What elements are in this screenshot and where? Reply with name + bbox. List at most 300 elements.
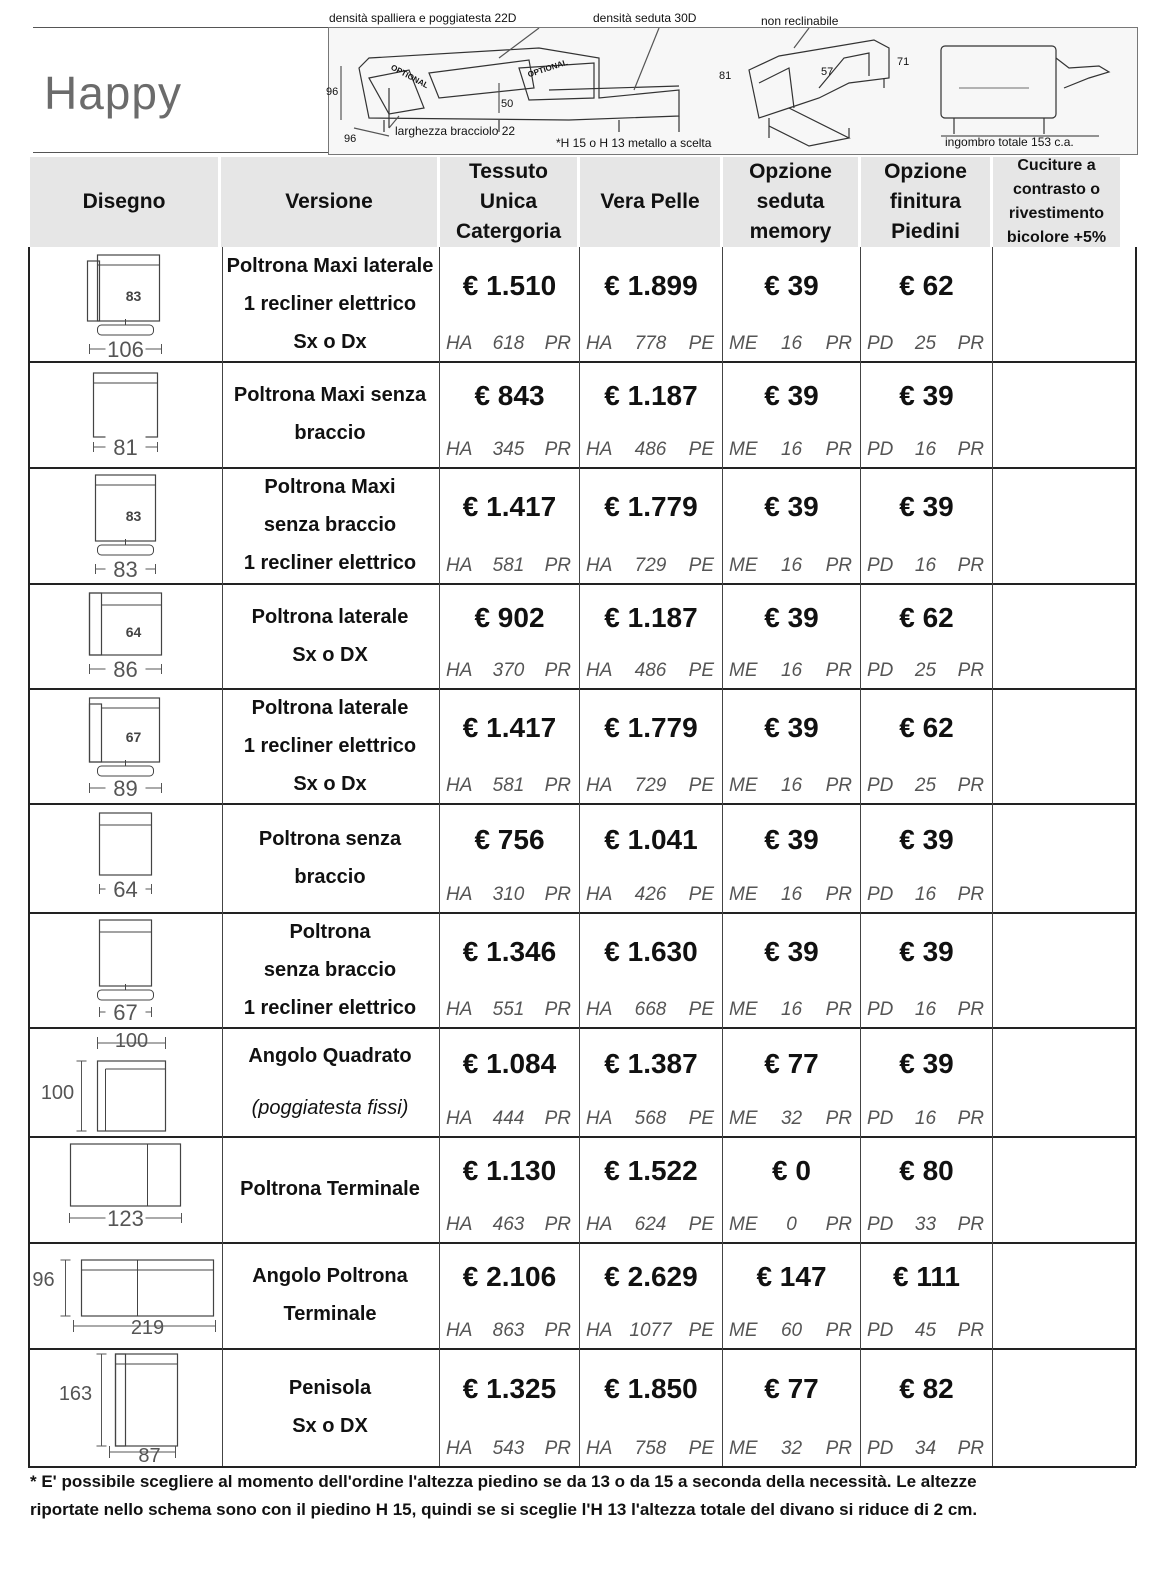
price-codes bbox=[729, 1214, 852, 1236]
version-cell bbox=[221, 583, 440, 688]
version-line: Angolo Quadrato bbox=[248, 1044, 412, 1067]
leather-price-cell bbox=[580, 688, 723, 803]
schema-dim-57: 57 bbox=[821, 66, 834, 78]
feet-price-cell bbox=[861, 688, 993, 803]
price-codes bbox=[586, 1214, 714, 1236]
col-header-fabric: Tessuto Unica Catergoria bbox=[440, 157, 577, 247]
version-line: Poltrona Maxi bbox=[264, 476, 396, 498]
code-suffix: PE bbox=[688, 1438, 714, 1459]
code-prefix: HA bbox=[446, 1438, 473, 1459]
code-suffix: PE bbox=[688, 333, 714, 354]
fabric-price-cell bbox=[440, 1348, 580, 1466]
price-codes bbox=[729, 1108, 852, 1130]
code-suffix: PE bbox=[688, 884, 714, 905]
code-prefix: ME bbox=[729, 660, 758, 681]
price-codes bbox=[729, 555, 852, 577]
code-suffix: PR bbox=[957, 333, 984, 354]
drawing-cell bbox=[28, 1136, 223, 1242]
module-diagram bbox=[30, 247, 221, 359]
price-value: € 1.346 bbox=[462, 936, 557, 967]
code-suffix: PR bbox=[544, 1320, 571, 1341]
price-value: € 1.522 bbox=[604, 1155, 698, 1186]
code-points: 0 bbox=[786, 1214, 797, 1235]
price-codes bbox=[867, 1108, 984, 1130]
width-label: 89 bbox=[113, 776, 138, 801]
feet-price-cell bbox=[861, 583, 993, 688]
width-label: 106 bbox=[107, 337, 144, 359]
schema-label-non-reclining: non reclinabile bbox=[761, 14, 839, 28]
code-prefix: HA bbox=[446, 555, 473, 576]
code-points: 45 bbox=[914, 1320, 937, 1341]
code-points: 25 bbox=[914, 333, 937, 354]
leather-price-cell bbox=[580, 583, 723, 688]
code-prefix: ME bbox=[729, 1320, 758, 1341]
height-label: 163 bbox=[58, 1383, 93, 1405]
price-value: € 1.510 bbox=[462, 270, 557, 301]
code-points: 32 bbox=[780, 1108, 803, 1129]
price-codes bbox=[586, 660, 714, 682]
code-prefix: PD bbox=[867, 884, 894, 905]
price-value: € 756 bbox=[474, 824, 545, 855]
price-codes bbox=[729, 1320, 852, 1342]
code-points: 568 bbox=[634, 1108, 667, 1129]
version-line: Angolo Poltrona bbox=[252, 1265, 408, 1287]
code-prefix: PD bbox=[867, 555, 894, 576]
drawing-cell bbox=[28, 247, 223, 361]
code-points: 486 bbox=[634, 660, 667, 681]
code-points: 1077 bbox=[629, 1320, 672, 1341]
code-suffix: PR bbox=[825, 1214, 852, 1235]
schema-label-foot-note: *H 15 o H 13 metallo a scelta bbox=[556, 136, 712, 150]
stitching-cell bbox=[993, 361, 1137, 467]
code-points: 581 bbox=[492, 555, 525, 576]
price-value: € 1.325 bbox=[462, 1373, 557, 1404]
version-line: Sx o DX bbox=[292, 643, 368, 666]
table-row bbox=[28, 1136, 1136, 1244]
schema-label-armrest-width: larghezza bracciolo 22 bbox=[395, 124, 516, 138]
memory-price-cell bbox=[723, 361, 861, 467]
price-value: € 39 bbox=[764, 824, 819, 855]
price-value: € 1.041 bbox=[604, 824, 698, 855]
leather-price-cell bbox=[580, 1242, 723, 1348]
fabric-price-cell bbox=[440, 688, 580, 803]
version-line: senza braccio bbox=[263, 514, 397, 536]
code-prefix: PD bbox=[867, 1108, 894, 1129]
code-suffix: PR bbox=[544, 555, 571, 576]
stitching-cell bbox=[993, 583, 1137, 688]
code-suffix: PR bbox=[957, 660, 984, 681]
code-prefix: HA bbox=[586, 884, 613, 905]
code-prefix: HA bbox=[446, 999, 473, 1020]
code-points: 345 bbox=[492, 439, 525, 460]
price-codes bbox=[586, 555, 714, 577]
table-row bbox=[28, 1027, 1136, 1138]
table-row bbox=[28, 467, 1136, 585]
code-points: 16 bbox=[780, 999, 803, 1020]
price-value: € 2.629 bbox=[604, 1261, 698, 1292]
drawing-cell bbox=[28, 912, 223, 1027]
width-label: 123 bbox=[107, 1206, 144, 1231]
code-points: 16 bbox=[914, 1108, 937, 1129]
code-points: 16 bbox=[914, 999, 937, 1020]
price-codes bbox=[586, 1108, 714, 1130]
fabric-price-cell bbox=[440, 912, 580, 1027]
price-value: € 39 bbox=[899, 936, 954, 967]
price-codes bbox=[446, 1108, 571, 1130]
version-line: Sx o Dx bbox=[293, 772, 367, 795]
price-codes bbox=[586, 439, 714, 461]
price-codes bbox=[867, 1214, 984, 1236]
code-prefix: HA bbox=[586, 1214, 613, 1235]
code-suffix: PR bbox=[544, 775, 571, 796]
code-prefix: HA bbox=[586, 660, 613, 681]
version-line: Terminale bbox=[283, 1303, 377, 1325]
header-divider-top bbox=[33, 27, 328, 28]
version-cell bbox=[221, 1242, 440, 1348]
schema-dim-81: 81 bbox=[719, 70, 732, 82]
code-suffix: PR bbox=[544, 333, 571, 354]
code-prefix: ME bbox=[729, 439, 758, 460]
price-value: € 39 bbox=[764, 270, 819, 301]
price-value: € 39 bbox=[899, 380, 954, 411]
price-value: € 39 bbox=[764, 602, 819, 633]
code-prefix: HA bbox=[446, 660, 473, 681]
fabric-price-cell bbox=[440, 361, 580, 467]
code-points: 618 bbox=[492, 333, 525, 354]
code-points: 16 bbox=[780, 439, 803, 460]
memory-price-cell bbox=[723, 688, 861, 803]
code-points: 34 bbox=[914, 1438, 937, 1459]
module-diagram bbox=[30, 1136, 221, 1240]
code-suffix: PR bbox=[957, 1320, 984, 1341]
code-prefix: HA bbox=[446, 884, 473, 905]
code-points: 370 bbox=[492, 660, 525, 681]
version-cell bbox=[221, 361, 440, 467]
code-points: 16 bbox=[914, 884, 937, 905]
price-codes bbox=[867, 333, 984, 355]
drawing-cell bbox=[28, 688, 223, 803]
version-line: braccio bbox=[294, 865, 366, 888]
schema-label-density-back: densità spalliera e poggiatesta 22D bbox=[329, 11, 517, 25]
code-points: 32 bbox=[780, 1438, 803, 1459]
version-cell bbox=[221, 912, 440, 1027]
code-suffix: PE bbox=[688, 555, 714, 576]
code-points: 624 bbox=[634, 1214, 667, 1235]
code-prefix: HA bbox=[586, 555, 613, 576]
code-prefix: PD bbox=[867, 999, 894, 1020]
price-value: € 77 bbox=[764, 1048, 819, 1079]
price-value: € 843 bbox=[474, 380, 545, 411]
col-header-stitching: Cuciture a contrasto o rivestimento bicolore +5% bbox=[993, 157, 1120, 247]
price-codes bbox=[586, 884, 714, 906]
price-value: € 1.899 bbox=[604, 270, 698, 301]
price-value: € 39 bbox=[899, 1048, 954, 1079]
price-codes bbox=[586, 1320, 714, 1342]
width-label: 64 bbox=[113, 877, 138, 902]
fabric-price-cell bbox=[440, 1027, 580, 1136]
code-prefix: PD bbox=[867, 660, 894, 681]
price-codes bbox=[446, 555, 571, 577]
code-points: 60 bbox=[780, 1320, 803, 1341]
code-prefix: ME bbox=[729, 775, 758, 796]
memory-price-cell bbox=[723, 1027, 861, 1136]
leather-price-cell bbox=[580, 1136, 723, 1242]
version-cell bbox=[221, 467, 440, 583]
col-header-memory: Opzione seduta memory bbox=[723, 157, 858, 247]
fabric-price-cell bbox=[440, 803, 580, 912]
drawing-cell bbox=[28, 583, 223, 688]
memory-price-cell bbox=[723, 1242, 861, 1348]
code-prefix: HA bbox=[446, 1108, 473, 1129]
price-value: € 39 bbox=[899, 824, 954, 855]
stitching-cell bbox=[993, 467, 1137, 583]
version-line: Poltrona laterale bbox=[251, 605, 409, 628]
code-prefix: HA bbox=[586, 333, 613, 354]
module-diagram bbox=[30, 803, 221, 910]
price-value: € 1.779 bbox=[604, 491, 698, 522]
code-prefix: ME bbox=[729, 1108, 758, 1129]
schema-optional-label-2: OPTIONAL bbox=[526, 57, 569, 80]
stitching-cell bbox=[993, 1242, 1137, 1348]
version-cell bbox=[221, 1136, 440, 1242]
price-value: € 1.387 bbox=[604, 1048, 698, 1079]
price-value: € 39 bbox=[764, 712, 819, 743]
table-row bbox=[28, 1348, 1136, 1468]
fabric-price-cell bbox=[440, 247, 580, 361]
code-suffix: PE bbox=[688, 660, 714, 681]
drawing-cell bbox=[28, 1242, 223, 1348]
code-points: 310 bbox=[492, 884, 525, 905]
version-line: 1 recliner elettrico bbox=[243, 996, 417, 1019]
feet-price-cell bbox=[861, 1242, 993, 1348]
table-row bbox=[28, 247, 1136, 363]
module-diagram bbox=[30, 467, 221, 581]
code-points: 16 bbox=[780, 333, 803, 354]
fabric-price-cell bbox=[440, 467, 580, 583]
code-suffix: PR bbox=[957, 999, 984, 1020]
module-diagram bbox=[30, 1027, 221, 1134]
price-codes bbox=[867, 660, 984, 682]
code-prefix: ME bbox=[729, 555, 758, 576]
code-suffix: PE bbox=[688, 1214, 714, 1235]
price-codes bbox=[867, 555, 984, 577]
stitching-cell bbox=[993, 912, 1137, 1027]
price-value: € 1.130 bbox=[462, 1155, 557, 1186]
code-suffix: PR bbox=[825, 1108, 852, 1129]
schema-label-density-seat: densità seduta 30D bbox=[593, 11, 697, 25]
price-codes bbox=[867, 1438, 984, 1460]
code-points: 551 bbox=[492, 999, 525, 1020]
price-value: € 62 bbox=[899, 270, 954, 301]
drawing-cell bbox=[28, 467, 223, 583]
header-divider-bottom bbox=[33, 152, 328, 153]
feet-price-cell bbox=[861, 1027, 993, 1136]
feet-price-cell bbox=[861, 912, 993, 1027]
price-value: € 1.779 bbox=[604, 712, 698, 743]
code-points: 16 bbox=[914, 439, 937, 460]
price-value: € 80 bbox=[899, 1155, 954, 1186]
table-row bbox=[28, 361, 1136, 469]
code-suffix: PR bbox=[544, 1214, 571, 1235]
footnote bbox=[30, 1468, 1130, 1524]
code-prefix: HA bbox=[586, 775, 613, 796]
price-codes bbox=[867, 775, 984, 797]
price-value: € 39 bbox=[764, 491, 819, 522]
drawing-cell bbox=[28, 1027, 223, 1136]
leather-price-cell bbox=[580, 247, 723, 361]
code-points: 729 bbox=[634, 555, 667, 576]
price-value: € 62 bbox=[899, 712, 954, 743]
version-note: (poggiatesta fissi) bbox=[251, 1096, 409, 1119]
col-header-feet: Opzione finitura Piedini bbox=[861, 157, 990, 247]
fabric-price-cell bbox=[440, 1136, 580, 1242]
code-suffix: PR bbox=[544, 660, 571, 681]
code-points: 543 bbox=[492, 1438, 525, 1459]
width-label: 83 bbox=[113, 557, 138, 581]
price-value: € 39 bbox=[899, 491, 954, 522]
price-codes bbox=[446, 333, 571, 355]
version-line: 1 recliner elettrico bbox=[243, 293, 417, 315]
table-row bbox=[28, 803, 1136, 914]
code-points: 16 bbox=[780, 775, 803, 796]
code-suffix: PR bbox=[825, 439, 852, 460]
price-value: € 1.850 bbox=[604, 1373, 698, 1404]
version-line: Sx o Dx bbox=[293, 331, 367, 353]
schema-dim-height: 96 bbox=[326, 86, 339, 98]
col-header-leather: Vera Pelle bbox=[580, 157, 720, 247]
code-prefix: ME bbox=[729, 333, 758, 354]
price-value: € 147 bbox=[756, 1261, 827, 1292]
price-codes bbox=[586, 333, 714, 355]
stitching-cell bbox=[993, 803, 1137, 912]
code-suffix: PR bbox=[544, 884, 571, 905]
leather-price-cell bbox=[580, 1027, 723, 1136]
stitching-cell bbox=[993, 247, 1137, 361]
code-points: 581 bbox=[492, 775, 525, 796]
code-suffix: PR bbox=[544, 1438, 571, 1459]
feet-price-cell bbox=[861, 361, 993, 467]
col-header-version: Versione bbox=[221, 157, 437, 247]
price-value: € 0 bbox=[772, 1155, 811, 1186]
version-line: Poltrona laterale bbox=[251, 696, 409, 719]
code-points: 16 bbox=[914, 555, 937, 576]
depth-label: 67 bbox=[125, 729, 142, 745]
footnote-line-2: riportate nello schema sono con il piedino H 15, quindi se si sceglie l'H 13 l'altezza totale del divano si riduce di 2 cm. bbox=[30, 1500, 978, 1519]
code-suffix: PE bbox=[688, 439, 714, 460]
code-points: 668 bbox=[634, 999, 667, 1020]
table-row bbox=[28, 688, 1136, 805]
code-suffix: PR bbox=[957, 555, 984, 576]
version-line: 1 recliner elettrico bbox=[243, 734, 417, 757]
version-line: Sx o DX bbox=[292, 1415, 368, 1437]
memory-price-cell bbox=[723, 803, 861, 912]
drawing-cell bbox=[28, 803, 223, 912]
price-codes bbox=[446, 1320, 571, 1342]
code-prefix: HA bbox=[446, 439, 473, 460]
version-line: Poltrona Terminale bbox=[240, 1178, 420, 1200]
price-value: € 77 bbox=[764, 1373, 819, 1404]
memory-price-cell bbox=[723, 1136, 861, 1242]
memory-price-cell bbox=[723, 912, 861, 1027]
code-suffix: PR bbox=[825, 884, 852, 905]
code-prefix: PD bbox=[867, 333, 894, 354]
version-line: Poltrona senza bbox=[258, 827, 402, 850]
fabric-price-cell bbox=[440, 583, 580, 688]
sofa-schema-diagram bbox=[326, 11, 1138, 155]
code-points: 25 bbox=[914, 775, 937, 796]
code-suffix: PR bbox=[825, 775, 852, 796]
price-value: € 1.084 bbox=[462, 1048, 557, 1079]
schema-dim-depth: 96 bbox=[344, 133, 357, 145]
stitching-cell bbox=[993, 688, 1137, 803]
height-label: 96 bbox=[32, 1269, 55, 1291]
price-codes bbox=[729, 333, 852, 355]
price-value: € 902 bbox=[474, 602, 545, 633]
memory-price-cell bbox=[723, 1348, 861, 1466]
schema-label-total-depth: ingombro totale 153 c.a. bbox=[945, 135, 1074, 149]
code-prefix: HA bbox=[446, 1214, 473, 1235]
drawing-cell bbox=[28, 1348, 223, 1466]
version-line: Penisola bbox=[288, 1377, 372, 1399]
code-points: 25 bbox=[914, 660, 937, 681]
code-prefix: HA bbox=[446, 1320, 473, 1341]
code-suffix: PE bbox=[688, 775, 714, 796]
version-cell bbox=[221, 1027, 440, 1136]
width-label: 81 bbox=[113, 435, 138, 460]
price-codes bbox=[446, 884, 571, 906]
stitching-cell bbox=[993, 1136, 1137, 1242]
code-points: 758 bbox=[634, 1438, 667, 1459]
version-cell bbox=[221, 803, 440, 912]
code-suffix: PR bbox=[544, 439, 571, 460]
price-codes bbox=[729, 1438, 852, 1460]
feet-price-cell bbox=[861, 1136, 993, 1242]
code-suffix: PR bbox=[957, 775, 984, 796]
code-suffix: PE bbox=[688, 1320, 714, 1341]
code-prefix: PD bbox=[867, 1214, 894, 1235]
memory-price-cell bbox=[723, 247, 861, 361]
table-row bbox=[28, 583, 1136, 690]
depth-label: 64 bbox=[125, 624, 142, 640]
price-codes bbox=[586, 999, 714, 1021]
width-label: 67 bbox=[113, 1000, 138, 1025]
price-codes bbox=[867, 1320, 984, 1342]
code-prefix: PD bbox=[867, 1438, 894, 1459]
schema-dim-seat: 50 bbox=[501, 98, 514, 110]
code-suffix: PR bbox=[825, 660, 852, 681]
code-prefix: HA bbox=[446, 333, 473, 354]
height-label: 100 bbox=[40, 1082, 75, 1104]
table-row bbox=[28, 1242, 1136, 1350]
table-row bbox=[28, 912, 1136, 1029]
module-diagram bbox=[30, 361, 221, 465]
code-points: 486 bbox=[634, 439, 667, 460]
price-codes bbox=[446, 775, 571, 797]
code-suffix: PR bbox=[957, 1108, 984, 1129]
price-value: € 62 bbox=[899, 602, 954, 633]
price-codes bbox=[446, 439, 571, 461]
version-line: Poltrona Maxi senza bbox=[233, 384, 427, 406]
code-points: 463 bbox=[492, 1214, 525, 1235]
module-diagram bbox=[30, 1242, 221, 1346]
module-diagram bbox=[30, 583, 221, 686]
code-prefix: HA bbox=[586, 439, 613, 460]
module-diagram bbox=[30, 688, 221, 801]
price-codes bbox=[446, 1438, 571, 1460]
price-value: € 2.106 bbox=[462, 1261, 557, 1292]
price-codes bbox=[867, 999, 984, 1021]
price-value: € 39 bbox=[764, 936, 819, 967]
